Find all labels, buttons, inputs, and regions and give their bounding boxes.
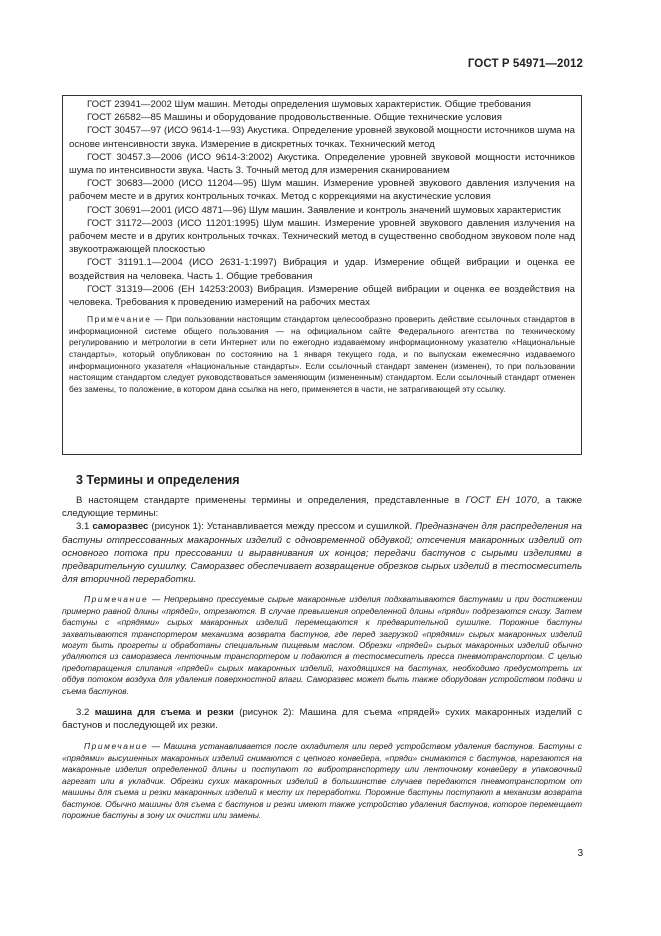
- intro-reference: ГОСТ ЕН 1070: [465, 495, 537, 506]
- reference-item: ГОСТ 30457.3—2006 (ИСО 9614-3:2002) Акустика. Определение уровней звуковой мощности источников шума по интенсивности звука. Часть 3. Точный метод для измерения сканированием: [69, 151, 575, 177]
- term-3-1-note: [62, 594, 582, 697]
- note-label: Примечание: [87, 314, 152, 325]
- note-label: Примечание: [84, 741, 149, 752]
- note-label: Примечание: [84, 594, 149, 605]
- page-number: 3: [577, 848, 583, 859]
- references-box: [62, 95, 582, 455]
- reference-item: ГОСТ 31172—2003 (ИСО 11201:1995) Шум машин. Измерение уровней звукового давления излучения на рабочем месте и в других контрольных точках. Технический метод в существенно свободном звуковом поле над звукоотражающей плоскостью: [69, 217, 575, 256]
- term-number: 3.1: [76, 521, 93, 533]
- section-body: [62, 494, 582, 821]
- term-3-2-note: [62, 741, 582, 821]
- note-text: — При пользовании настоящим стандартом целесообразно проверить действие ссылочных стандартов в информационной системе общего пользования — на официальном сайте Федерального агентства по техническому регулированию и метрологии в сети Интернет или по ежегодно издаваемому информационному указателю «Национальные стандарты», который опубликован по состоянию на 1 января текущего года, и по выпускам ежемесячно издаваемого информационного указателя «Национальные стандарты». Если ссылочный стандарт заменен (изменен), то при пользовании настоящим стандартом следует руководствоваться заменяющим (измененным) стандартом. Если ссылочный стандарт отменен без замены, то положение, в котором дана ссылка на него, применяется в части, не затрагивающей эту ссылку.: [69, 314, 575, 394]
- term-definition-italic: Предназначен для распределения на бастуны отпрессованных макаронных изделий с одновременной обдувкой; отсечения макаронных изделий от основного потока при прессовании и выравнивания их концов; передачи бастунов с сырыми изделиями в предварительную сушилку. Саморазвес обеспечивает возвращение обрезков сырых изделий в тестосмеситель для вторичной переработки.: [62, 521, 582, 586]
- reference-item: ГОСТ 30691—2001 (ИСО 4871—96) Шум машин. Заявление и контроль значений шумовых характеристик: [87, 204, 561, 216]
- reference-item: ГОСТ 31191.1—2004 (ИСО 2631-1:1997) Вибрация и удар. Измерение общей вибрации и оценка ее воздействия на человека. Часть 1. Общие требования: [69, 257, 575, 282]
- note-text: — Непрерывно прессуемые сырые макаронные изделия подхватываются бастунами и при достижении примерно равной длины «прядей», отрезаются. В случае превышения определенной длины «пряди» подрезаются снизу. Затем бастуны с «прядями» сырых макаронных изделий перемещаются к предварительной сушилке. Порожние бастуны захватываются транспортером механизма возврата бастунов, где перед загрузкой «прядями» сырых макаронных изделий могут быть прогреты и обработаны специальным пищевым маслом. Обрезки «прядей» сырых макаронных изделий обычно удаляются из саморазвеса ленточным транспортером и подаются в тестосмеситель пресса пневмотранспортом. С целью предотвращения слипания «прядей» сырых макаронных изделий, находящихся на бастунах, необходимо предусмотреть их обдув потоком воздуха для удаления поверхностной влаги. Саморазвес может быть также оборудован устройством подачи и съема бастунов.: [62, 594, 582, 696]
- document-header: ГОСТ Р 54971—2012: [467, 58, 583, 70]
- reference-item: ГОСТ 30457—97 (ИСО 9614-1—93) Акустика. Определение уровней звуковой мощности источников шума на основе интенсивности звука. Измерение в дискретных точках. Технический метод: [69, 125, 575, 150]
- section-title: 3 Термины и определения: [76, 473, 240, 487]
- note-text: — Машина устанавливается после охладителя или перед устройством удаления бастунов. Бастуны с «прядями» высушенных макаронных изделий снимаются с цепного конвейера, «пряди» снимаются с бастунов, нарезаются на макаронные изделия определенной длины и поступают по вибротранспортеру или ленточному конвейеру в упаковочный агрегат или в укладчик. Обрезки сухих макаронных изделий в большинстве случаев передаются пневмотранспортом от машины для съема и резки макаронных изделий к месту их переработки. Порожние бастуны поступают в механизм возврата бастунов. Обычно машины для съема с бастунов и резки имеют также устройство удаления бастунов, которое перемещает порожние бастуны в зону их очистки или замены.: [62, 741, 582, 820]
- reference-item: ГОСТ 31319—2006 (ЕН 14253:2003) Вибрация. Измерение общей вибрации и оценка ее воздействия на человека. Требования к проведению измерений на рабочих местах: [69, 283, 575, 309]
- term-number: 3.2: [76, 707, 95, 719]
- term-name: машина для съема и резки: [94, 707, 234, 719]
- reference-item: ГОСТ 30683—2000 (ИСО 11204—95) Шум машин. Измерение уровней звукового давления излучения на рабочем месте и в других контрольных точках. Метод с коррекциями на акустические условия: [69, 178, 575, 203]
- term-definition: (рисунок 2): Машина для съема «прядей» сухих макаронных изделий с бастунов и последующей их резки.: [62, 707, 582, 732]
- term-definition: (рисунок 1): Устанавливается между прессом и сушилкой.: [148, 521, 416, 533]
- intro-paragraph: [62, 494, 582, 520]
- term-name: саморазвес: [92, 521, 149, 533]
- term-3-2: [62, 706, 582, 732]
- term-3-1: [62, 520, 582, 586]
- reference-item: ГОСТ 23941—2002 Шум машин. Методы определения шумовых характеристик. Общие требования: [87, 99, 531, 110]
- intro-text: В настоящем стандарте применены термины и определения, представленные в: [76, 495, 466, 506]
- references-note: [69, 314, 575, 395]
- intro-text-end: , а также следующие термины:: [62, 495, 582, 520]
- reference-item: ГОСТ 26582—85 Машины и оборудование продовольственные. Общие технические условия: [87, 112, 502, 124]
